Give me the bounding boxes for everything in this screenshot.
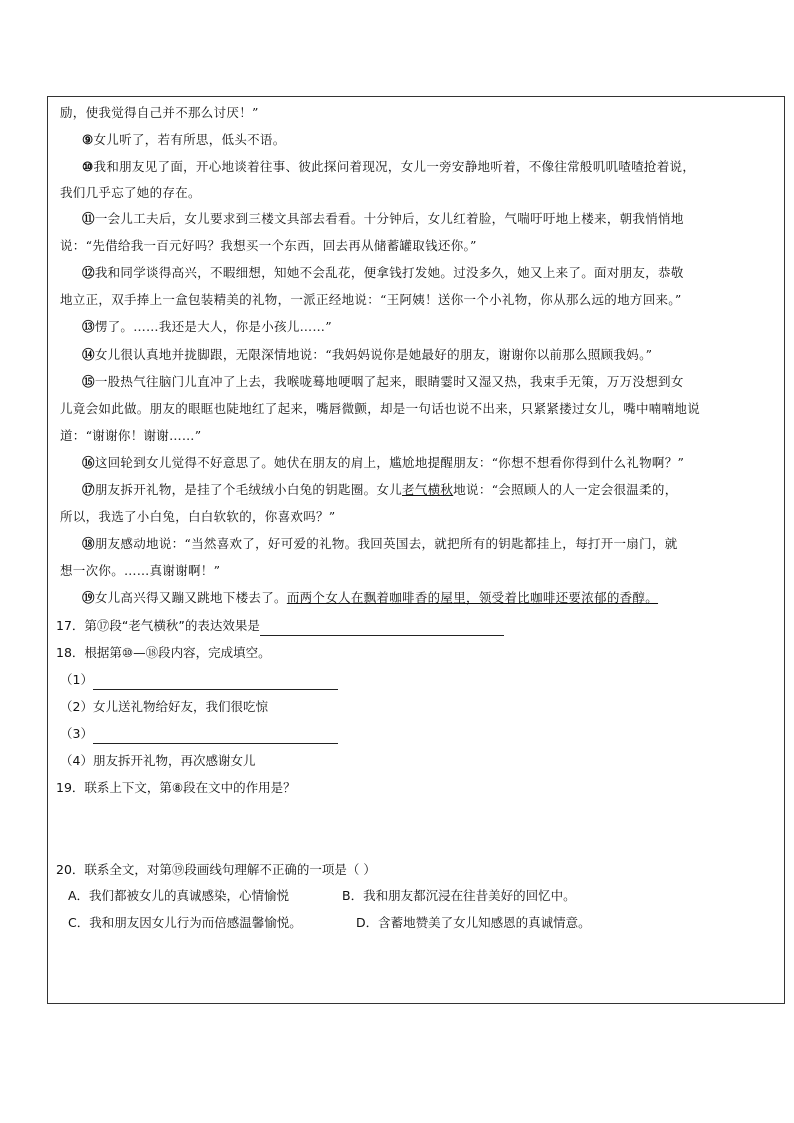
passage-line: 我们几乎忘了她的存在。 bbox=[60, 185, 201, 200]
underlined-sentence: 而两个女人在飘着咖啡香的屋里，领受着比咖啡还要浓郁的香醇。 bbox=[286, 590, 659, 605]
passage-paragraph-13: ⑬愣了。……我还是大人，你是小孩儿……” bbox=[82, 319, 332, 334]
passage-line: 地立正，双手捧上一盒包装精美的礼物，一派正经地说：“王阿姨！送你一个小礼物，你从那么远的地方回来。” bbox=[60, 292, 682, 307]
passage-paragraph-18: ⑱朋友感动地说：“当然喜欢了，好可爱的礼物。我回英国去，就把所有的钥匙都挂上，每打开一扇门，就 bbox=[82, 536, 678, 551]
passage-paragraph-16: ⑯这回轮到女儿觉得不好意思了。她伏在朋友的肩上，尴尬地提醒朋友：“你想不想看你得到什么礼物啊？” bbox=[82, 455, 685, 470]
passage-paragraph-14: ⑭女儿很认真地并拢脚跟，无限深情地说：“我妈妈说你是她最好的朋友，谢谢你以前那么照顾我妈。” bbox=[82, 347, 653, 362]
passage-line: 想一次你。……真谢谢啊！” bbox=[60, 563, 221, 578]
question-18-item-4: （4）朋友拆开礼物，再次感谢女儿 bbox=[60, 753, 256, 768]
option-a[interactable]: A．我们都被女儿的真诚感染，心情愉悦 bbox=[68, 888, 290, 903]
passage-paragraph-15: ⑮一股热气往脑门儿直冲了上去，我喉咙蓦地哽咽了起来，眼睛霎时又湿又热，我束手无策，万万没想到女 bbox=[82, 374, 684, 389]
answer-blank[interactable] bbox=[93, 729, 338, 744]
passage-paragraph-9: ⑨女儿听了，若有所思，低头不语。 bbox=[82, 132, 286, 147]
option-d[interactable]: D．含蓄地赞美了女儿知感恩的真诚情意。 bbox=[356, 915, 591, 930]
passage-line: 励，使我觉得自己并不那么讨厌！” bbox=[60, 105, 259, 120]
passage-paragraph-10: ⑩我和朋友见了面，开心地谈着往事、彼此探问着现况，女儿一旁安静地听着，不像往常般叽叽喳喳抢着说， bbox=[82, 159, 696, 174]
question-18-item-2: （2）女儿送礼物给好友，我们很吃惊 bbox=[60, 699, 268, 714]
passage-line: 道：“谢谢你！谢谢……” bbox=[60, 428, 202, 443]
underlined-phrase: 老气横秋 bbox=[402, 482, 454, 497]
question-17: 17．第⑰段“老气横秋”的表达效果是 bbox=[56, 616, 504, 636]
question-18-item-3: （3） bbox=[60, 724, 338, 744]
passage-paragraph-11: ⑪一会儿工夫后，女儿要求到三楼文具部去看看。十分钟后，女儿红着脸，气喘吁吁地上楼来，朝我悄悄地 bbox=[82, 211, 684, 226]
question-19: 19．联系上下文，第⑧段在文中的作用是？ bbox=[56, 780, 296, 795]
question-18-item-1: （1） bbox=[60, 670, 338, 690]
question-20: 20．联系全文，对第⑲段画线句理解不正确的一项是（ ） bbox=[56, 862, 376, 877]
passage-line: 所以，我选了小白兔，白白软软的，你喜欢吗？” bbox=[60, 509, 336, 524]
question-18: 18．根据第⑩—⑱段内容，完成填空。 bbox=[56, 645, 271, 660]
answer-blank[interactable] bbox=[93, 675, 338, 690]
answer-blank[interactable] bbox=[260, 621, 504, 636]
passage-line: 儿竟会如此做。朋友的眼眶也陡地红了起来，嘴唇微颤，却是一句话也说不出来，只紧紧搂过女儿，嘴中喃喃地说 bbox=[60, 401, 701, 416]
option-b[interactable]: B．我和朋友都沉浸在往昔美好的回忆中。 bbox=[342, 888, 576, 903]
passage-line: 说：“先借给我一百元好吗？我想买一个东西，回去再从储蓄罐取钱还你。” bbox=[60, 238, 477, 253]
passage-paragraph-19: ⑲女儿高兴得又蹦又跳地下楼去了。而两个女人在飘着咖啡香的屋里，领受着比咖啡还要浓郁的香醇。 bbox=[82, 590, 659, 605]
passage-paragraph-12: ⑫我和同学谈得高兴，不暇细想，知她不会乱花，便拿钱打发她。过没多久，她又上来了。面对朋友，恭敬 bbox=[82, 265, 684, 280]
passage-paragraph-17: ⑰朋友拆开礼物，是挂了个毛绒绒小白兔的钥匙圈。女儿老气横秋地说：“会照顾人的人一定会很温柔的， bbox=[82, 482, 678, 497]
option-c[interactable]: C．我和朋友因女儿行为而倍感温馨愉悦。 bbox=[68, 915, 302, 930]
